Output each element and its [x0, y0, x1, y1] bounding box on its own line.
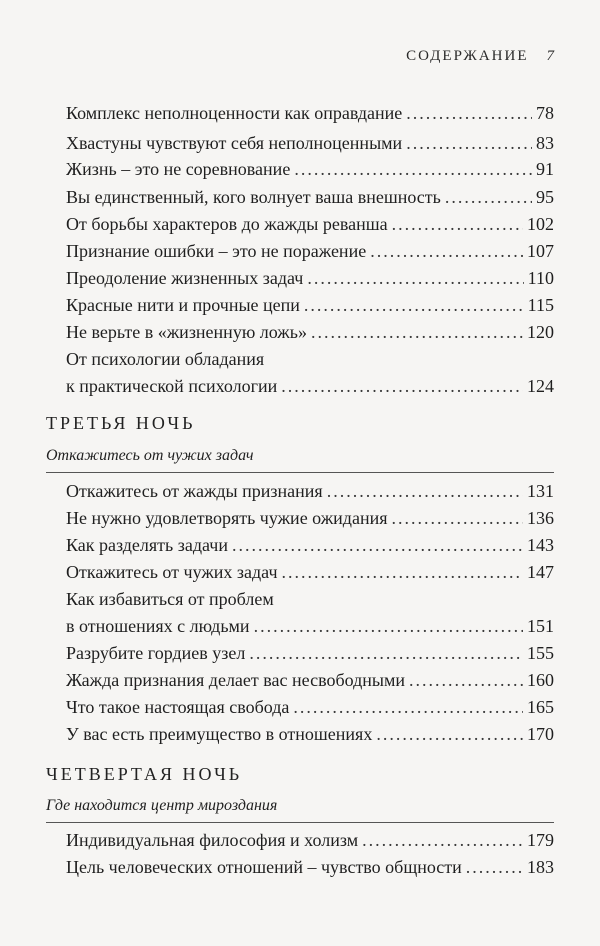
- toc-entry-line1[interactable]: [66, 348, 554, 370]
- toc-leader-dots: [254, 615, 523, 637]
- toc-leader-dots: [445, 186, 532, 208]
- toc-entry-page: 83: [536, 133, 554, 153]
- toc-leader-dots: [370, 240, 523, 262]
- toc-entry[interactable]: [66, 480, 554, 502]
- toc-leader-dots: [392, 213, 523, 235]
- toc-entry-title: От борьбы характеров до жажды реванша: [66, 214, 388, 234]
- section-heading-fourth-night: ЧЕТВЕРТАЯ НОЧЬ: [46, 764, 243, 784]
- toc-leader-dots: [307, 267, 523, 289]
- running-header-title: СОДЕРЖАНИЕ: [406, 48, 529, 64]
- toc-leader-dots: [327, 480, 523, 502]
- toc-entry[interactable]: [66, 321, 554, 343]
- toc-entry[interactable]: [66, 102, 554, 124]
- toc-entry[interactable]: [66, 240, 554, 262]
- toc-leader-dots: [281, 375, 523, 397]
- toc-entry-page: 91: [536, 159, 554, 179]
- toc-leader-dots: [282, 561, 524, 583]
- toc-leader-dots: [311, 321, 523, 343]
- toc-entry[interactable]: [66, 158, 554, 180]
- toc-leader-dots: [232, 534, 523, 556]
- toc-entry-title: Хвастуны чувствуют себя неполноценными: [66, 133, 403, 153]
- toc-entry-title: Что такое настоящая свобода: [66, 697, 290, 717]
- toc-entry-page: 95: [536, 187, 554, 207]
- toc-entry-title: Откажитесь от чужих задач: [66, 562, 278, 582]
- toc-entry[interactable]: [66, 561, 554, 583]
- section-divider: [46, 822, 554, 823]
- toc-entry-page: 179: [527, 830, 554, 850]
- section-heading-third-night: ТРЕТЬЯ НОЧЬ: [46, 413, 196, 433]
- toc-entry[interactable]: [66, 669, 554, 691]
- toc-entry[interactable]: [66, 615, 554, 637]
- toc-entry-title: Как избавиться от проблем: [66, 589, 274, 609]
- toc-entry-title: Не нужно удовлетворять чужие ожидания: [66, 508, 388, 528]
- toc-entry-page: 143: [527, 535, 554, 555]
- toc-entry-title: Разрубите гордиев узел: [66, 643, 246, 663]
- toc-entry-title: Преодоление жизненных задач: [66, 268, 304, 288]
- toc-entry-title: Признание ошибки – это не поражение: [66, 241, 367, 261]
- toc-entry[interactable]: [66, 294, 554, 316]
- toc-entry-title: Красные нити и прочные цепи: [66, 295, 300, 315]
- toc-leader-dots: [406, 132, 532, 154]
- toc-entry[interactable]: [66, 534, 554, 556]
- toc-entry-page: 136: [527, 508, 554, 528]
- toc-entry[interactable]: [66, 696, 554, 718]
- toc-entry[interactable]: [66, 186, 554, 208]
- toc-entry-page: 124: [527, 376, 554, 396]
- toc-entry-title: Комплекс неполноценности как оправдание: [66, 103, 403, 123]
- toc-leader-dots: [293, 696, 523, 718]
- toc-leader-dots: [294, 158, 532, 180]
- toc-entry-line1[interactable]: [66, 588, 554, 610]
- toc-entry[interactable]: [66, 267, 554, 289]
- toc-entry-page: 170: [527, 724, 554, 744]
- toc-entry-page: 120: [527, 322, 554, 342]
- section-subtitle: Откажитесь от чужих задач: [46, 447, 254, 464]
- toc-leader-dots: [466, 856, 523, 878]
- toc-entry[interactable]: [66, 829, 554, 851]
- toc-entry-title: Вы единственный, кого волнует ваша внешность: [66, 187, 441, 207]
- toc-entry-title: Жажда признания делает вас несвободными: [66, 670, 405, 690]
- toc-entry[interactable]: [66, 507, 554, 529]
- toc-entry-title: Как разделять задачи: [66, 535, 228, 555]
- toc-entry-page: 160: [527, 670, 554, 690]
- toc-entry-page: 102: [527, 214, 554, 234]
- toc-entry[interactable]: [66, 642, 554, 664]
- toc-entry-title: к практической психологии: [66, 376, 278, 396]
- toc-entry-page: 107: [527, 241, 554, 261]
- toc-leader-dots: [409, 669, 523, 691]
- toc-entry-title: Не верьте в «жизненную ложь»: [66, 322, 307, 342]
- toc-entry-page: 155: [527, 643, 554, 663]
- page-number: 7: [546, 48, 554, 64]
- toc-entry-title: У вас есть преимущество в отношениях: [66, 724, 373, 744]
- toc-entry-title: От психологии обладания: [66, 349, 265, 369]
- toc-entry-page: 131: [527, 481, 554, 501]
- running-header: [406, 48, 554, 65]
- section-subtitle: Где находится центр мироздания: [46, 797, 278, 814]
- toc-entry-page: 147: [527, 562, 554, 582]
- toc-entry-title: в отношениях с людьми: [66, 616, 250, 636]
- toc-entry-title: Цель человеческих отношений – чувство общности: [66, 857, 462, 877]
- toc-entry-page: 183: [527, 857, 554, 877]
- toc-entry[interactable]: [66, 375, 554, 397]
- toc-entry-title: Откажитесь от жажды признания: [66, 481, 323, 501]
- toc-entry-title: Индивидуальная философия и холизм: [66, 830, 359, 850]
- toc-entry-page: 151: [527, 616, 554, 636]
- section-divider: [46, 472, 554, 473]
- toc-leader-dots: [249, 642, 523, 664]
- toc-entry[interactable]: [66, 723, 554, 745]
- toc-entry[interactable]: [66, 213, 554, 235]
- toc-entry-page: 115: [527, 295, 554, 315]
- toc-entry-page: 165: [527, 697, 554, 717]
- toc-leader-dots: [362, 829, 523, 851]
- toc-entry-title: Жизнь – это не соревнование: [66, 159, 291, 179]
- toc-leader-dots: [376, 723, 523, 745]
- toc-entry-page: 110: [527, 268, 554, 288]
- toc-leader-dots: [304, 294, 524, 316]
- toc-leader-dots: [406, 102, 532, 124]
- toc-entry[interactable]: [66, 132, 554, 154]
- toc-entry-page: 78: [536, 103, 554, 123]
- toc-leader-dots: [392, 507, 524, 529]
- toc-entry[interactable]: [66, 856, 554, 878]
